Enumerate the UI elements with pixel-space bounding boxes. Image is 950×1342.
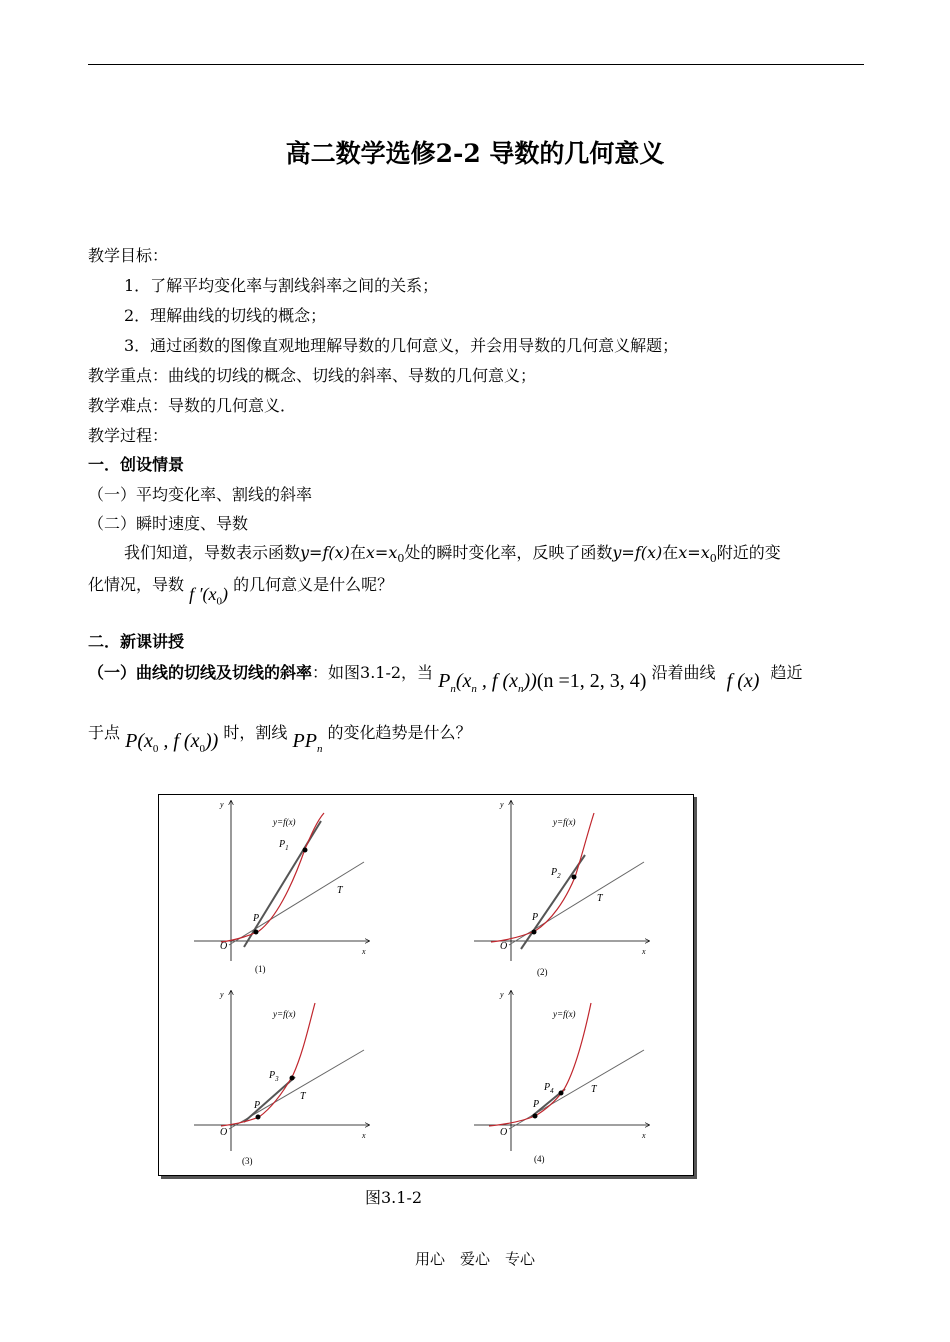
panel-4 [474, 990, 649, 1164]
figure-3-1-2 [158, 794, 694, 1176]
origin-label: O [220, 1127, 228, 1138]
panel-1 [194, 800, 369, 974]
panel-label: (2) [537, 967, 548, 977]
section2-line1: （一）曲线的切线及切线的斜率：如图3.1-2，当 $P_n(x_n$ , f $(x_n))(n =1$, 2, 3, 4) 沿着曲线 f (x) 趋近 [88, 662, 803, 690]
point-pn-expression: $P_n(x_n$ , f $(x_n))(n =1$, 2, 3, 4) [438, 670, 647, 695]
secant-expression: $PP_n$ [292, 730, 323, 755]
intro-paragraph-line1: 我们知道，导数表示函数y=f(x)在$x=x_0$处的瞬时变化率，反映了函数y=f(x)在$x=x_0$附近的变 [124, 543, 781, 566]
curve-label: y=f(x) [553, 1009, 576, 1019]
panel-label: (3) [242, 1156, 253, 1166]
curve-label: y=f(x) [273, 1009, 296, 1019]
point-p [254, 930, 259, 935]
section1-heading: 一．创设情景 [88, 455, 185, 474]
pn-label: $P_4$ [544, 1082, 554, 1095]
pn-label: $P_1$ [279, 839, 289, 852]
curve [491, 813, 594, 942]
panel-label: (4) [534, 1154, 545, 1164]
curve [489, 1003, 591, 1126]
p-label: P [532, 912, 539, 923]
p-label: P [254, 1100, 261, 1111]
p-label: P [253, 913, 260, 924]
objectives-label: 教学目标： [88, 246, 169, 265]
y-label: y [500, 800, 504, 809]
pn-label: $P_2$ [551, 867, 561, 880]
pn-label: $P_3$ [269, 1070, 279, 1083]
x-label: x [362, 1131, 366, 1140]
y-label: y [220, 990, 224, 999]
x-label: x [642, 947, 646, 956]
p-label: P [533, 1099, 540, 1110]
origin-label: O [220, 941, 228, 952]
tangent-label: T [300, 1091, 306, 1102]
curve-expression: f (x) [726, 670, 760, 692]
tangent-label: T [591, 1084, 597, 1095]
origin-label: O [500, 941, 508, 952]
process-label: 教学过程： [88, 426, 169, 445]
curve [221, 1003, 315, 1126]
figure-caption: 图3.1-2 [365, 1188, 423, 1207]
section1-sub2: （二）瞬时速度、导数 [88, 514, 249, 533]
point-pn [290, 1076, 295, 1081]
point-pn [572, 875, 577, 880]
section1-sub1: （一）平均变化率、割线的斜率 [88, 485, 313, 504]
page-title: 高二数学选修2-2 导数的几何意义 [285, 139, 665, 168]
panel-3 [194, 990, 369, 1166]
tangent-line [509, 1050, 644, 1129]
curve-label: y=f(x) [273, 817, 296, 827]
derivative-expression: f $'(x_0)$ [189, 584, 229, 608]
point-p [533, 1114, 538, 1119]
tangent-label: T [337, 885, 343, 896]
point-pn [303, 848, 308, 853]
curve-label: y=f(x) [553, 817, 576, 827]
section2-line2: 于点 $P(x_0$ , f $(x_0)$) 时，割线 $PP_n$ 的变化趋势是什么？ [88, 722, 472, 750]
objective-item: 3．通过函数的图像直观地理解导数的几何意义，并会用导数的几何意义解题； [124, 336, 679, 355]
objective-item: 1．了解平均变化率与割线斜率之间的关系； [124, 276, 439, 295]
point-p [532, 930, 537, 935]
point-p [256, 1115, 261, 1120]
intro-paragraph-line2: 化情况，导数 f $'(x_0)$ 的几何意义是什么呢？ [88, 574, 393, 602]
y-label: y [220, 800, 224, 809]
tangent-line [229, 862, 364, 945]
point-pn [559, 1091, 564, 1096]
tangent-label: T [597, 893, 603, 904]
x-label: x [362, 947, 366, 956]
objective-item: 2．理解曲线的切线的概念； [124, 306, 327, 325]
point-p-expression: $P(x_0$ , f $(x_0)$) [125, 730, 219, 755]
panel-2 [474, 800, 649, 977]
y-label: y [500, 990, 504, 999]
page-footer: 用心 爱心 专心 [414, 1250, 535, 1268]
section2-heading: 二．新课讲授 [88, 632, 185, 651]
origin-label: O [500, 1127, 508, 1138]
x-label: x [642, 1131, 646, 1140]
difficulty: 教学难点：导数的几何意义． [88, 396, 297, 415]
tangent-line [509, 862, 644, 945]
header-rule [88, 64, 864, 65]
key-points: 教学重点：曲线的切线的概念、切线的斜率、导数的几何意义； [88, 366, 537, 385]
curve [221, 813, 324, 942]
panel-label: (1) [255, 964, 266, 974]
